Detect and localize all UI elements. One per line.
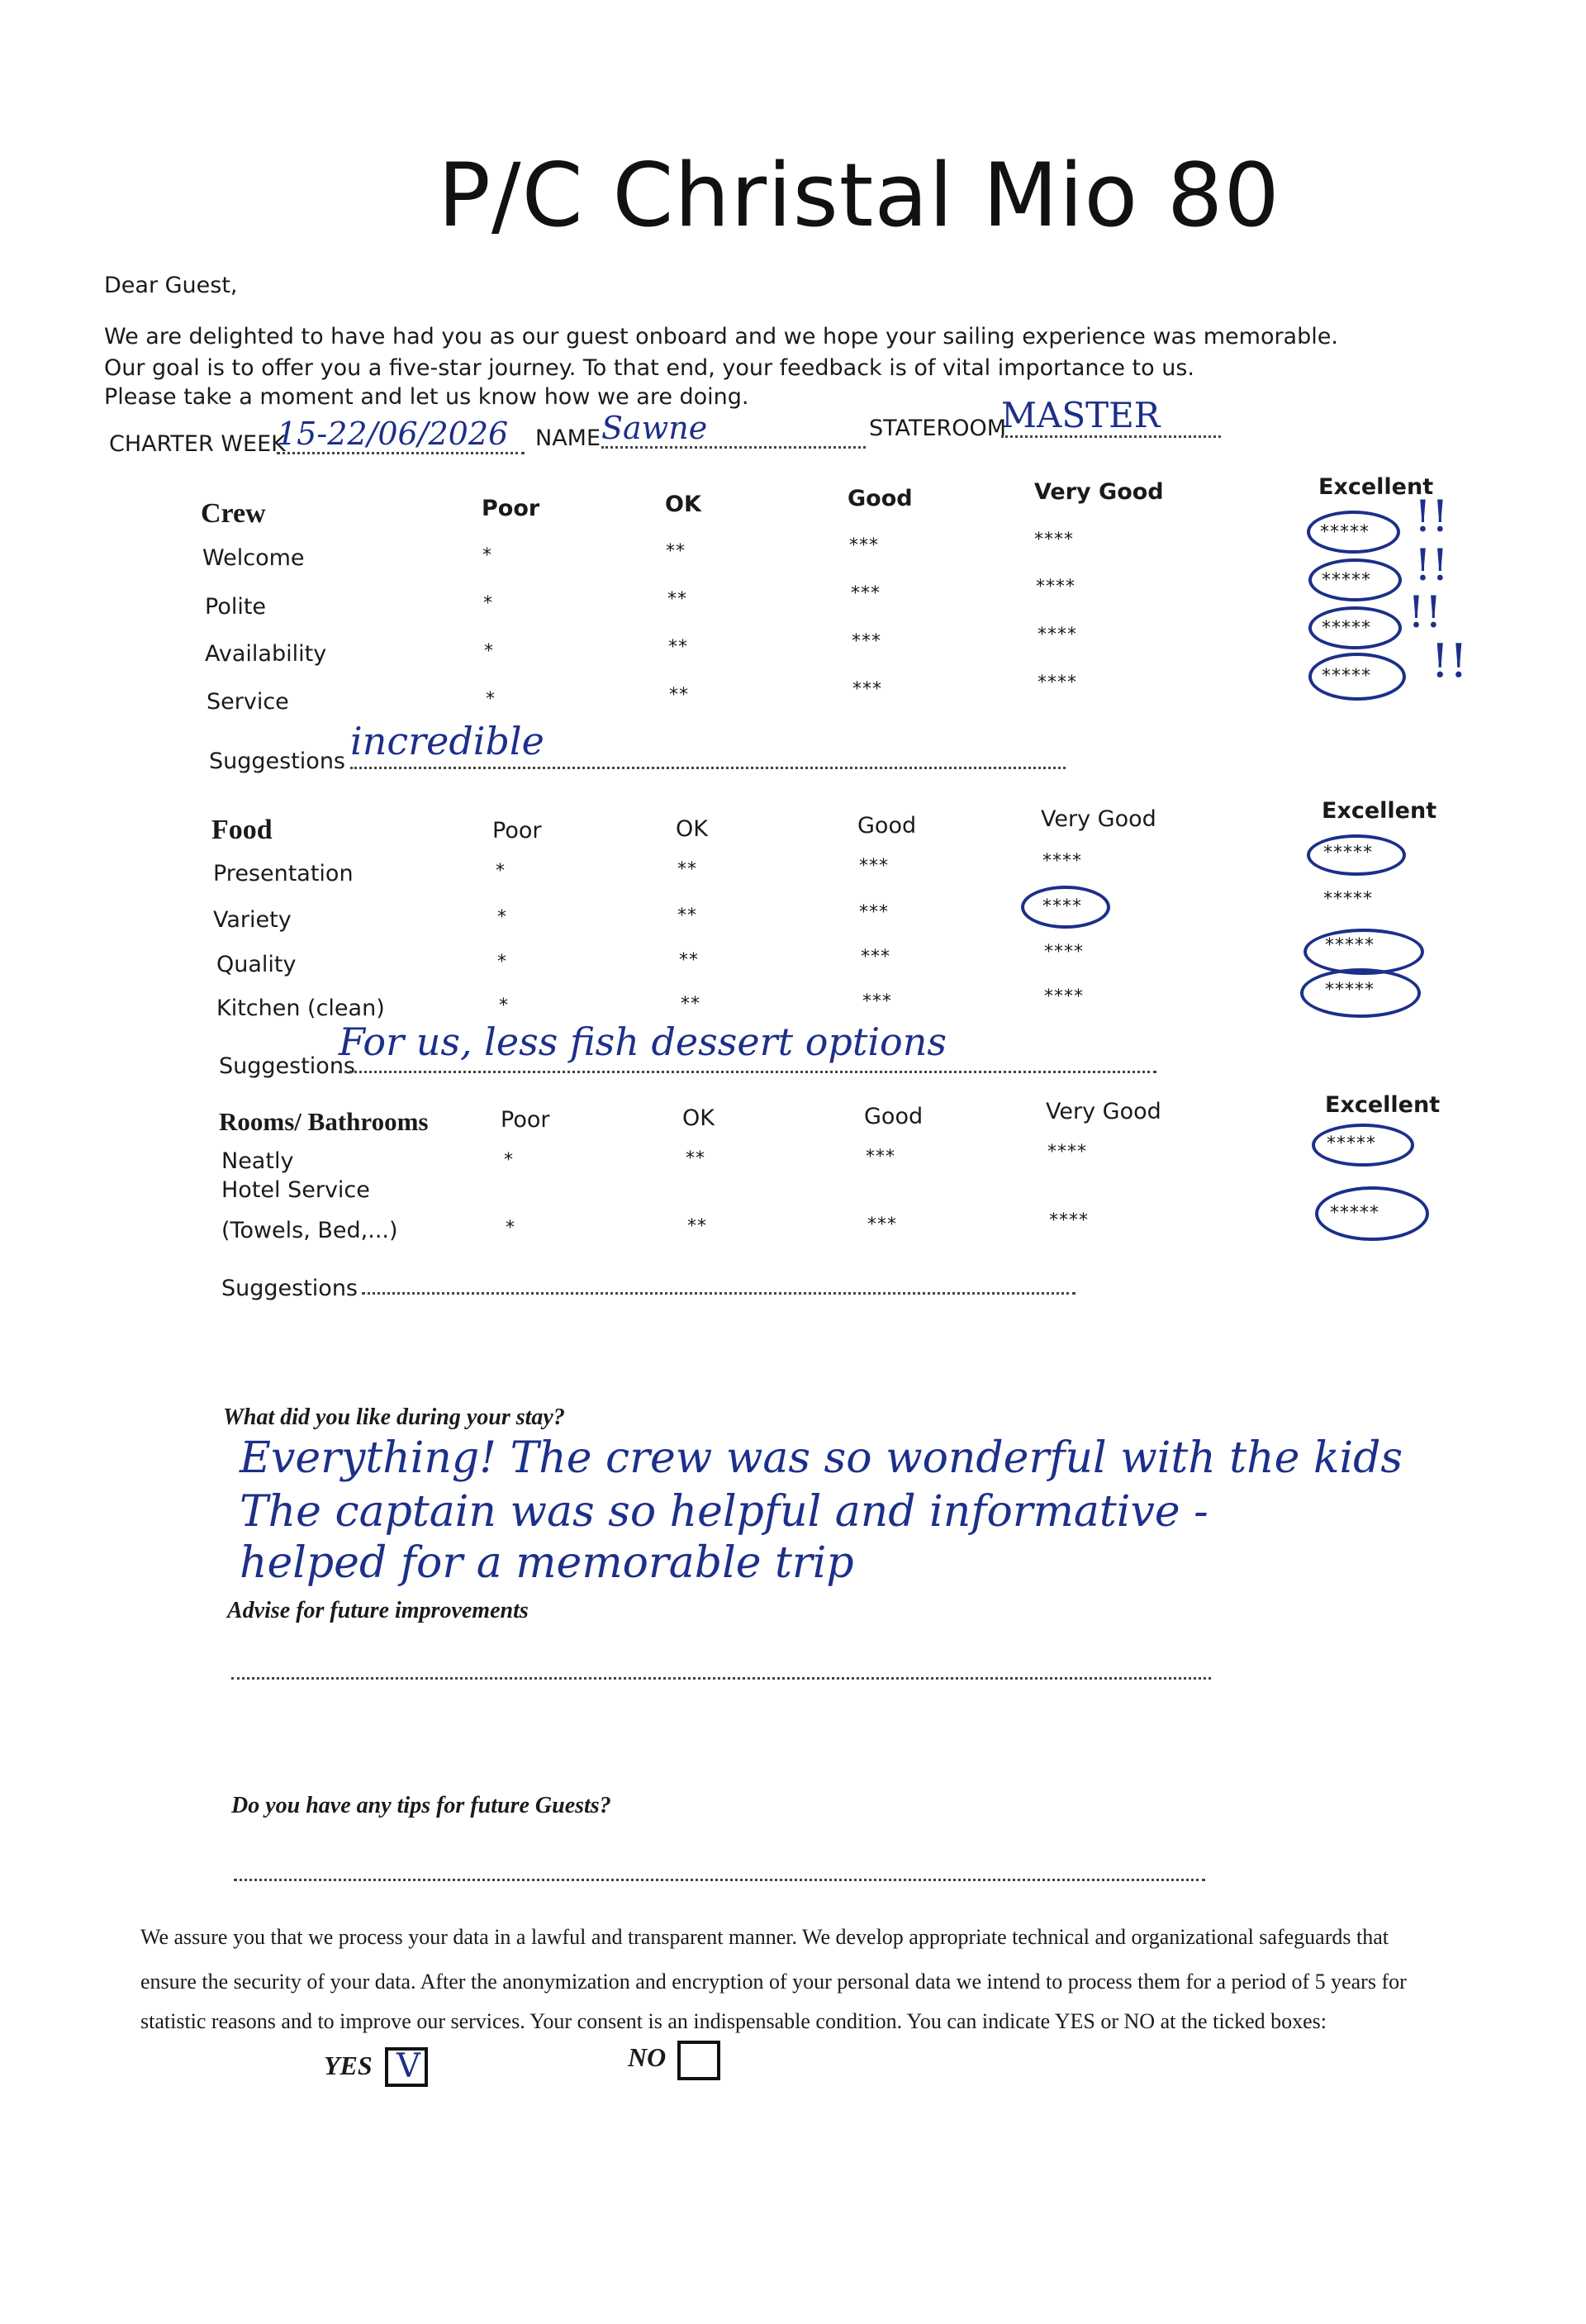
rating-very-good[interactable]: ****: [1042, 896, 1082, 917]
crew-row-service: Service: [207, 689, 289, 715]
liked-answer-line-3[interactable]: helped for a memorable trip: [240, 1538, 854, 1588]
rating-excellent[interactable]: *****: [1325, 980, 1375, 1000]
stateroom-label: STATEROOM: [869, 416, 1007, 441]
rooms-col-very-good: Very Good: [1046, 1099, 1161, 1124]
tips-answer-field[interactable]: [234, 1862, 1205, 1881]
rating-good[interactable]: ***: [851, 583, 881, 604]
consent-no-checkbox[interactable]: [677, 2041, 720, 2080]
consent-text-line-1: We assure you that we process your data in a lawful and transparent manner. We develop appropriate technical and organizational safeguards that: [140, 1925, 1389, 1949]
rooms-row-towels-bed: (Towels, Bed,...): [221, 1218, 398, 1243]
rooms-row-neatly: Neatly: [221, 1148, 294, 1174]
crew-col-very-good: Very Good: [1034, 479, 1164, 505]
crew-suggestions-label: Suggestions: [209, 749, 345, 774]
selected-circle: [1312, 1124, 1414, 1167]
rating-ok[interactable]: **: [677, 905, 697, 926]
rating-excellent[interactable]: *****: [1325, 935, 1375, 956]
selected-circle: [1307, 834, 1406, 876]
consent-no-label: NO: [628, 2042, 667, 2072]
crew-row-polite: Polite: [205, 594, 267, 620]
selected-circle: [1308, 653, 1406, 701]
intro-line-1: We are delighted to have had you as our guest onboard and we hope your sailing experience was memorable.: [104, 324, 1338, 349]
liked-answer-line-1[interactable]: Everything! The crew was so wonderful with the kids: [240, 1433, 1403, 1483]
liked-answer-line-2[interactable]: The captain was so helpful and informative -: [240, 1487, 1208, 1537]
selected-circle: [1308, 558, 1402, 601]
tips-question-label: Do you have any tips for future Guests?: [231, 1793, 611, 1818]
exclamation-mark: !!: [1414, 492, 1449, 542]
check-mark-icon: V: [396, 2047, 420, 2085]
rating-ok[interactable]: **: [666, 541, 686, 562]
rooms-section-title: Rooms/ Bathrooms: [219, 1107, 429, 1136]
rating-ok[interactable]: **: [668, 637, 688, 658]
rating-excellent[interactable]: *****: [1322, 666, 1371, 687]
selected-circle: [1315, 1186, 1429, 1241]
rating-excellent[interactable]: *****: [1323, 843, 1373, 863]
rating-good[interactable]: ***: [866, 1147, 895, 1167]
rating-excellent[interactable]: *****: [1327, 1133, 1376, 1154]
exclamation-mark: !!: [1408, 588, 1442, 638]
food-col-poor: Poor: [492, 818, 542, 844]
rating-poor[interactable]: *: [496, 861, 506, 882]
rating-very-good[interactable]: ****: [1044, 986, 1084, 1007]
crew-row-welcome: Welcome: [202, 545, 305, 571]
rating-poor[interactable]: *: [499, 996, 509, 1016]
rating-poor[interactable]: *: [506, 1218, 515, 1238]
rating-poor[interactable]: *: [484, 641, 494, 662]
consent-yes-checkbox[interactable]: [385, 2047, 428, 2087]
rating-ok[interactable]: **: [687, 1216, 707, 1237]
rating-excellent[interactable]: *****: [1322, 618, 1371, 639]
crew-row-availability: Availability: [205, 641, 327, 667]
rating-ok[interactable]: **: [686, 1148, 705, 1169]
food-col-excellent: Excellent: [1322, 798, 1437, 824]
crew-section-title: Crew: [201, 498, 266, 529]
crew-col-ok: OK: [665, 492, 701, 517]
rating-good[interactable]: ***: [861, 947, 890, 967]
rooms-col-poor: Poor: [501, 1107, 550, 1133]
charter-week-label: CHARTER WEEK: [109, 431, 286, 457]
consent-yes-label: YES: [324, 2051, 373, 2080]
name-label: NAME: [535, 425, 601, 451]
crew-col-good: Good: [848, 486, 913, 511]
food-row-kitchen: Kitchen (clean): [216, 996, 385, 1021]
selected-circle: [1021, 886, 1110, 929]
crew-col-poor: Poor: [482, 496, 540, 521]
rating-good[interactable]: ***: [852, 679, 882, 700]
rating-good[interactable]: ***: [862, 991, 892, 1012]
rating-excellent[interactable]: *****: [1320, 522, 1370, 543]
food-row-variety: Variety: [213, 907, 292, 933]
rating-ok[interactable]: **: [669, 685, 689, 706]
rating-poor[interactable]: *: [497, 907, 507, 928]
crew-suggestions-field[interactable]: incredible: [350, 719, 1066, 769]
rating-ok[interactable]: **: [677, 859, 697, 880]
food-suggestions-label: Suggestions: [219, 1053, 355, 1079]
exclamation-mark: !!: [1414, 541, 1449, 591]
rating-very-good[interactable]: ****: [1047, 1142, 1087, 1162]
food-row-quality: Quality: [216, 952, 297, 977]
name-field[interactable]: Sawne: [601, 410, 866, 449]
rating-ok[interactable]: **: [679, 950, 699, 971]
rooms-suggestions-field[interactable]: [362, 1271, 1076, 1295]
consent-text-line-3: statistic reasons and to improve our services. Your consent is an indispensable condition. You can indicate YES or NO at the ticked boxes:: [140, 2009, 1327, 2033]
rooms-suggestions-label: Suggestions: [221, 1276, 358, 1301]
liked-question-label: What did you like during your stay?: [223, 1404, 565, 1430]
food-suggestions-field[interactable]: For us, less fish dessert options: [339, 1019, 1156, 1073]
intro-line-2: Our goal is to offer you a five-star journey. To that end, your feedback is of vital importance to us.: [104, 355, 1195, 381]
rooms-col-good: Good: [864, 1104, 924, 1129]
rating-excellent[interactable]: *****: [1322, 570, 1371, 591]
selected-circle: [1308, 606, 1402, 649]
rating-ok[interactable]: **: [681, 994, 700, 1015]
food-section-title: Food: [211, 815, 273, 845]
rating-good[interactable]: ***: [849, 535, 879, 556]
exclamation-mark: !!: [1431, 634, 1469, 688]
rating-very-good[interactable]: ****: [1034, 530, 1074, 550]
rating-good[interactable]: ***: [852, 631, 881, 652]
food-col-good: Good: [857, 813, 917, 839]
selected-circle: [1300, 968, 1421, 1018]
rating-poor[interactable]: *: [482, 545, 492, 566]
rating-good[interactable]: ***: [859, 902, 889, 923]
charter-week-field[interactable]: 15-22/06/2026: [277, 416, 525, 454]
food-col-ok: OK: [676, 816, 708, 842]
rating-very-good[interactable]: ****: [1036, 577, 1076, 597]
rooms-col-excellent: Excellent: [1325, 1092, 1441, 1118]
rating-poor[interactable]: *: [483, 593, 493, 614]
rating-very-good[interactable]: ****: [1049, 1210, 1089, 1231]
advise-question-label: Advise for future improvements: [227, 1598, 529, 1623]
rating-very-good[interactable]: ****: [1038, 672, 1077, 693]
greeting: Dear Guest,: [104, 273, 238, 298]
rating-poor[interactable]: *: [486, 689, 496, 710]
rating-very-good[interactable]: ****: [1042, 851, 1082, 872]
rating-good[interactable]: ***: [867, 1214, 897, 1235]
stateroom-field[interactable]: MASTER: [1001, 395, 1221, 438]
rating-ok[interactable]: **: [667, 589, 687, 610]
rooms-col-ok: OK: [682, 1105, 715, 1131]
intro-line-3: Please take a moment and let us know how we are doing.: [104, 384, 749, 410]
food-row-presentation: Presentation: [213, 861, 354, 886]
selected-circle: [1307, 511, 1400, 554]
rating-very-good[interactable]: ****: [1044, 942, 1084, 962]
rating-poor[interactable]: *: [497, 952, 507, 972]
rooms-row-hotel-service: Hotel Service: [221, 1177, 370, 1203]
crew-col-excellent: Excellent: [1318, 474, 1434, 500]
rating-very-good[interactable]: ****: [1038, 625, 1077, 645]
rating-good[interactable]: ***: [859, 856, 889, 877]
rating-excellent[interactable]: *****: [1323, 889, 1373, 910]
form-title: P/C Christal Mio 80: [438, 145, 1280, 246]
consent-text-line-2: ensure the security of your data. After the anonymization and encryption of your personal data we intend to process them for a period of 5 years for: [140, 1970, 1407, 1994]
rating-poor[interactable]: *: [504, 1150, 514, 1171]
food-col-very-good: Very Good: [1041, 806, 1156, 832]
advise-answer-field[interactable]: [231, 1661, 1211, 1680]
rating-excellent[interactable]: *****: [1330, 1203, 1379, 1224]
